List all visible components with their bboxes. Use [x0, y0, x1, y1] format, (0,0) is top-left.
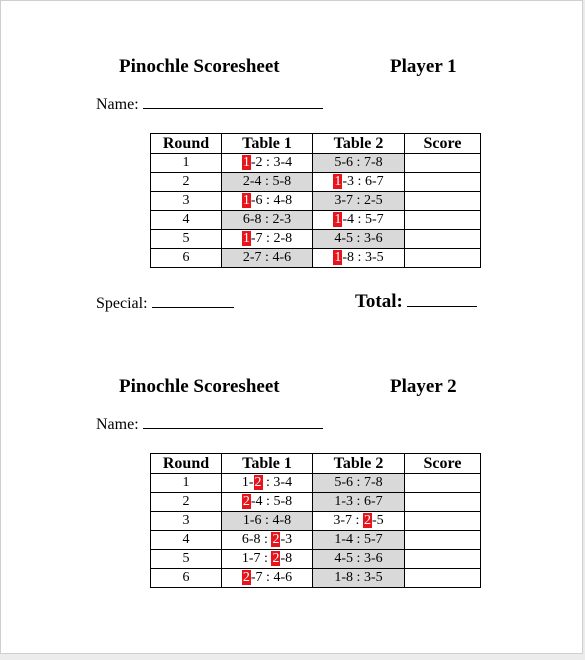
score-cell[interactable] — [405, 512, 481, 531]
pairing-text: 5-6 : 7-8 — [334, 155, 383, 170]
score-cell[interactable] — [405, 531, 481, 550]
dealer-highlight: 2 — [272, 532, 280, 547]
table-1-pairing — [222, 531, 313, 550]
sheet-title: Pinochle Scoresheet — [119, 56, 280, 77]
header-score: Score — [405, 454, 481, 474]
pairing-text: -8 — [280, 551, 293, 566]
header-table-2: Table 2 — [313, 454, 405, 474]
table-row — [151, 230, 481, 249]
special-label: Special: — [96, 295, 148, 312]
pairing-text: 1-8 : 3-5 — [334, 570, 383, 585]
table-row — [151, 512, 481, 531]
table-1-pairing — [222, 493, 313, 512]
table-2-pairing — [313, 173, 405, 192]
table-row — [151, 493, 481, 512]
header-table-2: Table 2 — [313, 134, 405, 154]
round-number: 1 — [151, 474, 222, 493]
table-row — [151, 531, 481, 550]
round-number: 6 — [151, 249, 222, 268]
pairing-text: 2-4 : 5-8 — [242, 174, 292, 189]
table-row — [151, 154, 481, 173]
table-2-pairing — [313, 192, 405, 211]
header-table-1: Table 1 — [222, 454, 313, 474]
pairing-text: -3 : 6-7 — [342, 174, 384, 189]
pairing-text: 1-7 : — [241, 551, 272, 566]
header-score: Score — [405, 134, 481, 154]
table-2-pairing — [313, 569, 405, 588]
table-row — [151, 474, 481, 493]
pairing-text: 2-7 : 4-6 — [242, 250, 292, 265]
score-cell[interactable] — [405, 211, 481, 230]
table-2-pairing — [313, 512, 405, 531]
pairing-text: 3-7 : — [333, 513, 363, 528]
pairing-text: 5-6 : 7-8 — [334, 475, 383, 490]
round-number: 5 — [151, 230, 222, 249]
table-2-pairing — [313, 154, 405, 173]
pairing-text: 1- — [241, 475, 254, 490]
pairing-text: -8 : 3-5 — [342, 250, 384, 265]
table-1-pairing — [222, 474, 313, 493]
table-2-pairing — [313, 474, 405, 493]
table-2-pairing — [313, 249, 405, 268]
pairing-text: 4-5 : 3-6 — [334, 551, 383, 566]
name-field — [96, 94, 323, 114]
pairing-text: : 3-4 — [262, 475, 293, 490]
score-cell[interactable] — [405, 173, 481, 192]
score-cell[interactable] — [405, 474, 481, 493]
table-1-pairing — [222, 550, 313, 569]
table-2-pairing — [313, 230, 405, 249]
header-round: Round — [151, 454, 222, 474]
name-label: Name: — [96, 96, 139, 113]
player-label: Player 2 — [390, 376, 457, 397]
pairing-text: -6 : 4-8 — [250, 193, 293, 208]
table-row — [151, 249, 481, 268]
total-label: Total: — [355, 291, 403, 312]
pairing-text: 6-8 : 2-3 — [242, 212, 292, 227]
name-label: Name: — [96, 416, 139, 433]
dealer-highlight: 1 — [242, 155, 250, 170]
pairing-text: -3 — [280, 532, 293, 547]
dealer-highlight: 2 — [242, 494, 250, 509]
table-2-pairing — [313, 531, 405, 550]
table-row — [151, 550, 481, 569]
round-number: 1 — [151, 154, 222, 173]
round-number: 6 — [151, 569, 222, 588]
round-number: 2 — [151, 493, 222, 512]
pairing-text: -5 — [371, 513, 384, 528]
round-number: 2 — [151, 173, 222, 192]
header-round: Round — [151, 134, 222, 154]
table-1-pairing — [222, 249, 313, 268]
dealer-highlight: 2 — [272, 551, 280, 566]
special-blank-line[interactable] — [152, 293, 234, 308]
round-number: 4 — [151, 531, 222, 550]
header-table-1: Table 1 — [222, 134, 313, 154]
dealer-highlight: 1 — [242, 193, 250, 208]
score-cell[interactable] — [405, 569, 481, 588]
score-cell[interactable] — [405, 230, 481, 249]
player-label: Player 1 — [390, 56, 457, 77]
score-cell[interactable] — [405, 192, 481, 211]
round-number: 3 — [151, 192, 222, 211]
round-number: 4 — [151, 211, 222, 230]
score-cell[interactable] — [405, 249, 481, 268]
pairing-text: 4-5 : 3-6 — [334, 231, 383, 246]
table-header-row — [151, 454, 481, 474]
pairing-text: 1-6 : 4-8 — [242, 513, 292, 528]
score-cell[interactable] — [405, 493, 481, 512]
name-blank-line[interactable] — [143, 94, 323, 109]
score-table — [150, 133, 481, 268]
table-1-pairing — [222, 211, 313, 230]
table-row — [151, 173, 481, 192]
table-2-pairing — [313, 493, 405, 512]
dealer-highlight: 2 — [242, 570, 250, 585]
dealer-highlight: 1 — [242, 231, 250, 246]
table-row — [151, 192, 481, 211]
pairing-text: -7 : 4-6 — [250, 570, 293, 585]
pairing-text: 6-8 : — [241, 532, 272, 547]
dealer-highlight: 2 — [254, 475, 262, 490]
name-blank-line[interactable] — [143, 414, 323, 429]
total-field — [355, 291, 477, 313]
sheet-title: Pinochle Scoresheet — [119, 376, 280, 397]
table-1-pairing — [222, 230, 313, 249]
score-table — [150, 453, 481, 588]
table-2-pairing — [313, 211, 405, 230]
table-1-pairing — [222, 192, 313, 211]
round-number: 5 — [151, 550, 222, 569]
pairing-text: -4 : 5-7 — [342, 212, 384, 227]
table-row — [151, 569, 481, 588]
table-1-pairing — [222, 569, 313, 588]
pairing-text: -7 : 2-8 — [250, 231, 293, 246]
table-header-row — [151, 134, 481, 154]
dealer-highlight: 1 — [334, 174, 342, 189]
pairing-text: -2 : 3-4 — [250, 155, 293, 170]
name-field — [96, 414, 323, 434]
total-blank-line[interactable] — [407, 291, 477, 307]
table-1-pairing — [222, 173, 313, 192]
score-cell[interactable] — [405, 154, 481, 173]
round-number: 3 — [151, 512, 222, 531]
score-cell[interactable] — [405, 550, 481, 569]
pairing-text: -4 : 5-8 — [250, 494, 293, 509]
table-2-pairing — [313, 550, 405, 569]
dealer-highlight: 2 — [363, 513, 371, 528]
dealer-highlight: 1 — [334, 250, 342, 265]
table-1-pairing — [222, 512, 313, 531]
special-field — [96, 293, 234, 313]
dealer-highlight: 1 — [334, 212, 342, 227]
pairing-text: 1-3 : 6-7 — [334, 494, 383, 509]
table-1-pairing — [222, 154, 313, 173]
pairing-text: 1-4 : 5-7 — [334, 532, 383, 547]
table-row — [151, 211, 481, 230]
pairing-text: 3-7 : 2-5 — [334, 193, 383, 208]
